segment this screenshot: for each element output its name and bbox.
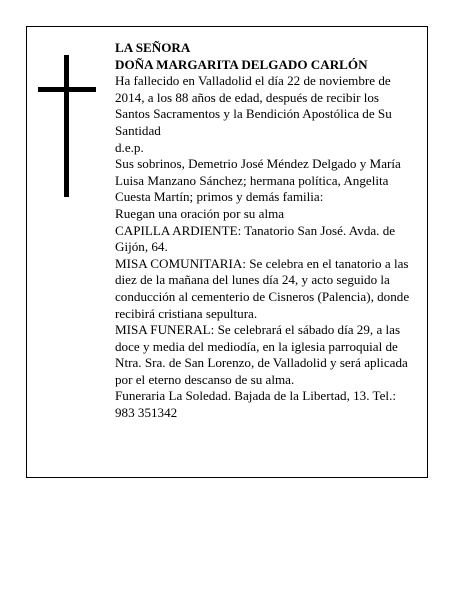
latin-cross-icon [38,55,96,197]
chapel-info: CAPILLA ARDIENTE: Tanatorio San José. Avda. de Gijón, 64. [115,222,396,255]
cross-horizontal-bar [38,87,96,92]
prayer-request: Ruegan una oración por su alma [115,205,285,221]
rip-abbreviation: d.e.p. [115,139,144,155]
obituary-text [115,40,411,422]
cross-vertical-bar [64,55,69,197]
funeral-mass-info: MISA FUNERAL: Se celebrará el sábado día 29, a las doce y media del mediodía, en la iglesia parroquial de Ntra. Sra. de San Lorenzo, de Valladolid y será aplicada por el eterno descanso de su alma. [115,322,408,387]
funeral-home-info: Funeraria La Soledad. Bajada de la Libertad, 13. Tel.: 983 351342 [115,388,396,421]
community-mass-info: MISA COMUNITARIA: Se celebra en el tanatorio a las diez de la mañana del lunes día 24, y acto seguido la conducción al cementerio de Cisneros (Palencia), donde recibirá cristiana sepultura. [115,255,410,321]
family-members: Sus sobrinos, Demetrio José Méndez Delgado y María Luisa Manzano Sánchez; hermana política, Angelita Cuesta Martín; primos y demás familia: [115,156,401,205]
death-statement: Ha fallecido en Valladolid el día 22 de noviembre de 2014, a los 88 años de edad, después de recibir los Santos Sacramentos y la Bendición Apostólica de Su Santidad [115,73,392,138]
notice-title: LA SEÑORA [115,40,191,55]
deceased-name: DOÑA MARGARITA DELGADO CARLÓN [115,56,368,72]
